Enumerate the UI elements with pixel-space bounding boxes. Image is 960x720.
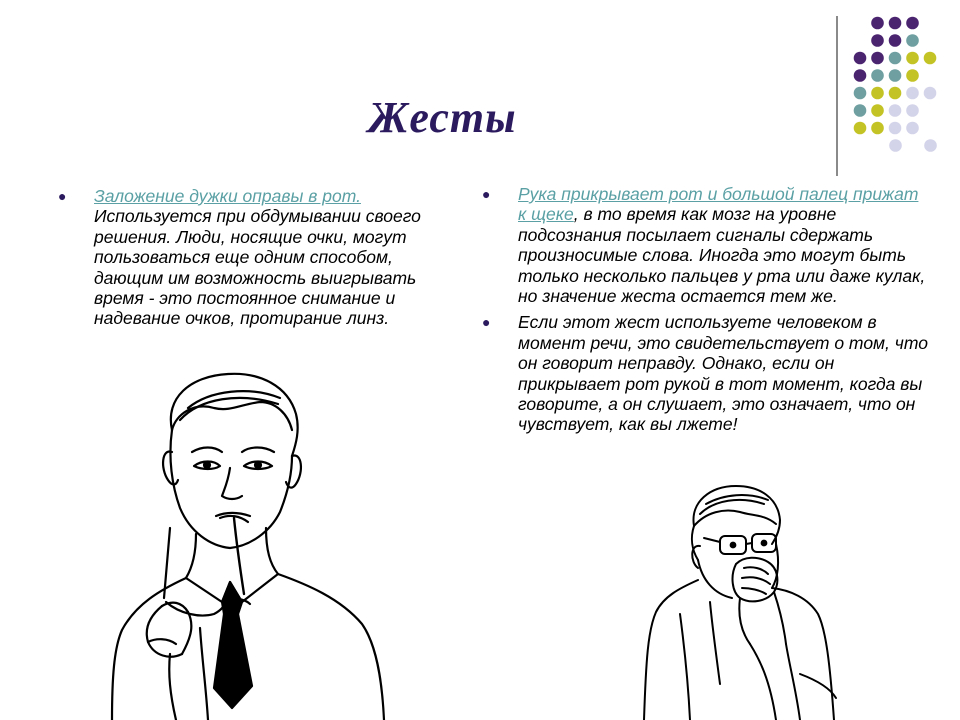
decorative-dot xyxy=(854,122,867,135)
decorative-dot xyxy=(889,139,902,152)
decorative-dot xyxy=(889,52,902,65)
list-item xyxy=(482,312,928,435)
decorative-dot xyxy=(854,69,867,82)
list-item xyxy=(58,186,439,329)
list-item xyxy=(482,184,928,307)
decorative-dot xyxy=(924,52,937,65)
bullet-icon: ● xyxy=(58,188,67,204)
decorative-dot xyxy=(889,104,902,117)
decorative-dot xyxy=(871,69,884,82)
bullet-icon: ● xyxy=(482,314,491,331)
decorative-dot xyxy=(871,34,884,47)
bullet-icon: ● xyxy=(482,186,491,202)
bullet-text: , в то время как мозг на уровне подсознания посылает сигналы сдержать произносимые слова. Иногда это могут быть только несколько пальцев у рта или даже кулак, но значение жеста остается тем же. xyxy=(518,204,926,307)
bullet-text: Если этот жест используете человеком в момент речи, это свидетельствует о том, что он говорит неправду. Однако, если он прикрывает рот рукой в тот момент, когда вы говорите, а он слушает, это означает, что он чувствует, как вы лжете! xyxy=(518,312,928,435)
decorative-dot xyxy=(854,52,867,65)
gesture-link[interactable]: Заложение дужки оправы в рот. xyxy=(94,186,361,206)
man-covering-mouth-illustration xyxy=(640,484,840,720)
decorative-dot xyxy=(889,122,902,135)
decorative-dot xyxy=(889,34,902,47)
divider-line xyxy=(836,16,838,176)
bullet-text: Используется при обдумывании своего решения. Люди, носящие очки, могут пользоваться еще одним способом, дающим им возможность выигрывать время - это постоянное снимание и надевание очков, протирание линз. xyxy=(94,206,421,329)
decorative-dot xyxy=(906,104,919,117)
decorative-dot xyxy=(906,34,919,47)
right-column xyxy=(482,184,928,441)
decorative-dot xyxy=(854,104,867,117)
left-column xyxy=(58,186,439,335)
man-with-glasses-illustration xyxy=(110,368,390,720)
decorative-dot xyxy=(889,87,902,100)
decorative-dot xyxy=(906,122,919,135)
decorative-dot xyxy=(871,87,884,100)
decorative-dot xyxy=(906,87,919,100)
decorative-dot xyxy=(871,122,884,135)
gesture-link[interactable]: Рука прикрывает рот и большой палец прижат к щеке xyxy=(518,184,919,225)
decorative-dot xyxy=(924,87,937,100)
decorative-dot xyxy=(871,52,884,65)
decorative-dot xyxy=(871,17,884,30)
decorative-dot xyxy=(906,69,919,82)
decorative-dot xyxy=(871,104,884,117)
decorative-dot xyxy=(889,17,902,30)
decorative-dot xyxy=(854,87,867,100)
page-title: Жесты xyxy=(368,93,517,142)
decorative-dot xyxy=(924,139,937,152)
decorative-dot xyxy=(906,52,919,65)
decorative-dot xyxy=(889,69,902,82)
decorative-dot xyxy=(906,17,919,30)
